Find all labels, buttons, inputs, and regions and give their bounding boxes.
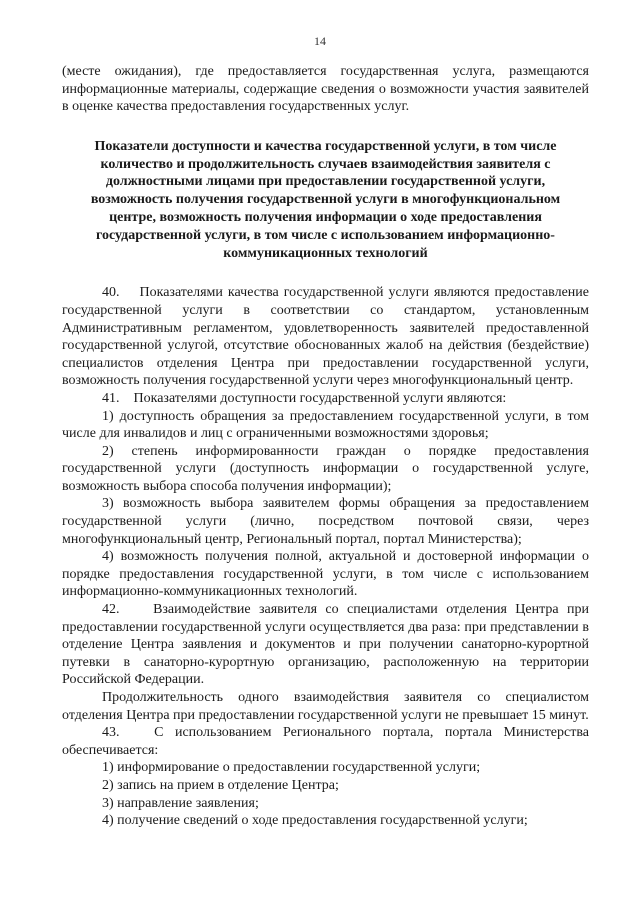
section-heading: Показатели доступности и качества государственной услуги, в том числе количество и продолжительность случаев взаимодействия заявителя с должностными лицами при предоставлении государственной услуги, возможность получения государственной услуги в многофункциональном центре, возможность получения информации о ходе предоставления государственной услуги, в том числе с использованием информационно-коммуникационных технологий (90, 138, 561, 261)
paragraph-43-item-2: 2) запись на прием в отделение Центра; (102, 777, 339, 793)
paragraph-43-item-3: 3) направление заявления; (102, 795, 259, 811)
paragraph-41-item-1: 1) доступность обращения за предоставлением государственной услуги, в том числе для инвалидов и лиц с ограниченными возможностями здоровья; (62, 408, 589, 442)
intro-paragraph: (месте ожидания), где предоставляется государственная услуга, размещаются информационные материалы, содержащие сведения о возможности участия заявителей в оценке качества предоставления государственных услуг. (62, 64, 589, 115)
paragraph-43-lead: 43. С использованием Регионального портала, портала Министерства обеспечивается: (62, 725, 589, 758)
paragraph-41-item-4: 4) возможность получения полной, актуальной и достоверной информации о порядке предоставления государственной услуги, в том числе с использованием информационно-коммуникационных технологий. (62, 549, 589, 600)
page-number: 14 (314, 34, 326, 48)
paragraph-43-item-4: 4) получение сведений о ходе предоставления государственной услуги; (102, 813, 528, 829)
paragraph-41-lead: 41. Показателями доступности государственной услуги являются: (102, 390, 507, 406)
document-body (62, 63, 589, 830)
paragraph-42-duration: Продолжительность одного взаимодействия заявителя со специалистом отделения Центра при предоставлении государственной услуги не превышает 15 минут. (62, 690, 589, 723)
paragraph-43-item-1: 1) информирование о предоставлении государственной услуги; (102, 760, 481, 776)
paragraph-41-item-2: 2) степень информированности граждан о порядке предоставления государственной услуги (доступность информации о государственной услуге, возможность выбора способа получения информации); (62, 443, 589, 494)
paragraph-40: 40. Показателями качества государственной услуги являются предоставление государственной услуги в соответствии со стандартом, установленным Административным регламентом, удовлетворенность заявителей предоставленной государственной услугой, отсутствие обоснованных жалоб на действия (бездействие) специалистов отделения Центра при предоставлении государственной услуги, возможность получения государственной услуги через многофункциональный центр. (62, 285, 589, 389)
paragraph-41-item-3: 3) возможность выбора заявителем формы обращения за предоставлением государственной услуги (лично, посредством почтовой связи, через многофункциональный центр, Региональный портал, портал Министерства); (62, 496, 589, 547)
paragraph-42: 42. Взаимодействие заявителя со специалистами отделения Центра при предоставлении государственной услуги осуществляется два раза: при представлении в отделение Центра заявления и документов и при получении санаторно-курортной путевки в санаторно-курортную организацию, расположенную на территории Российской Федерации. (62, 602, 589, 688)
